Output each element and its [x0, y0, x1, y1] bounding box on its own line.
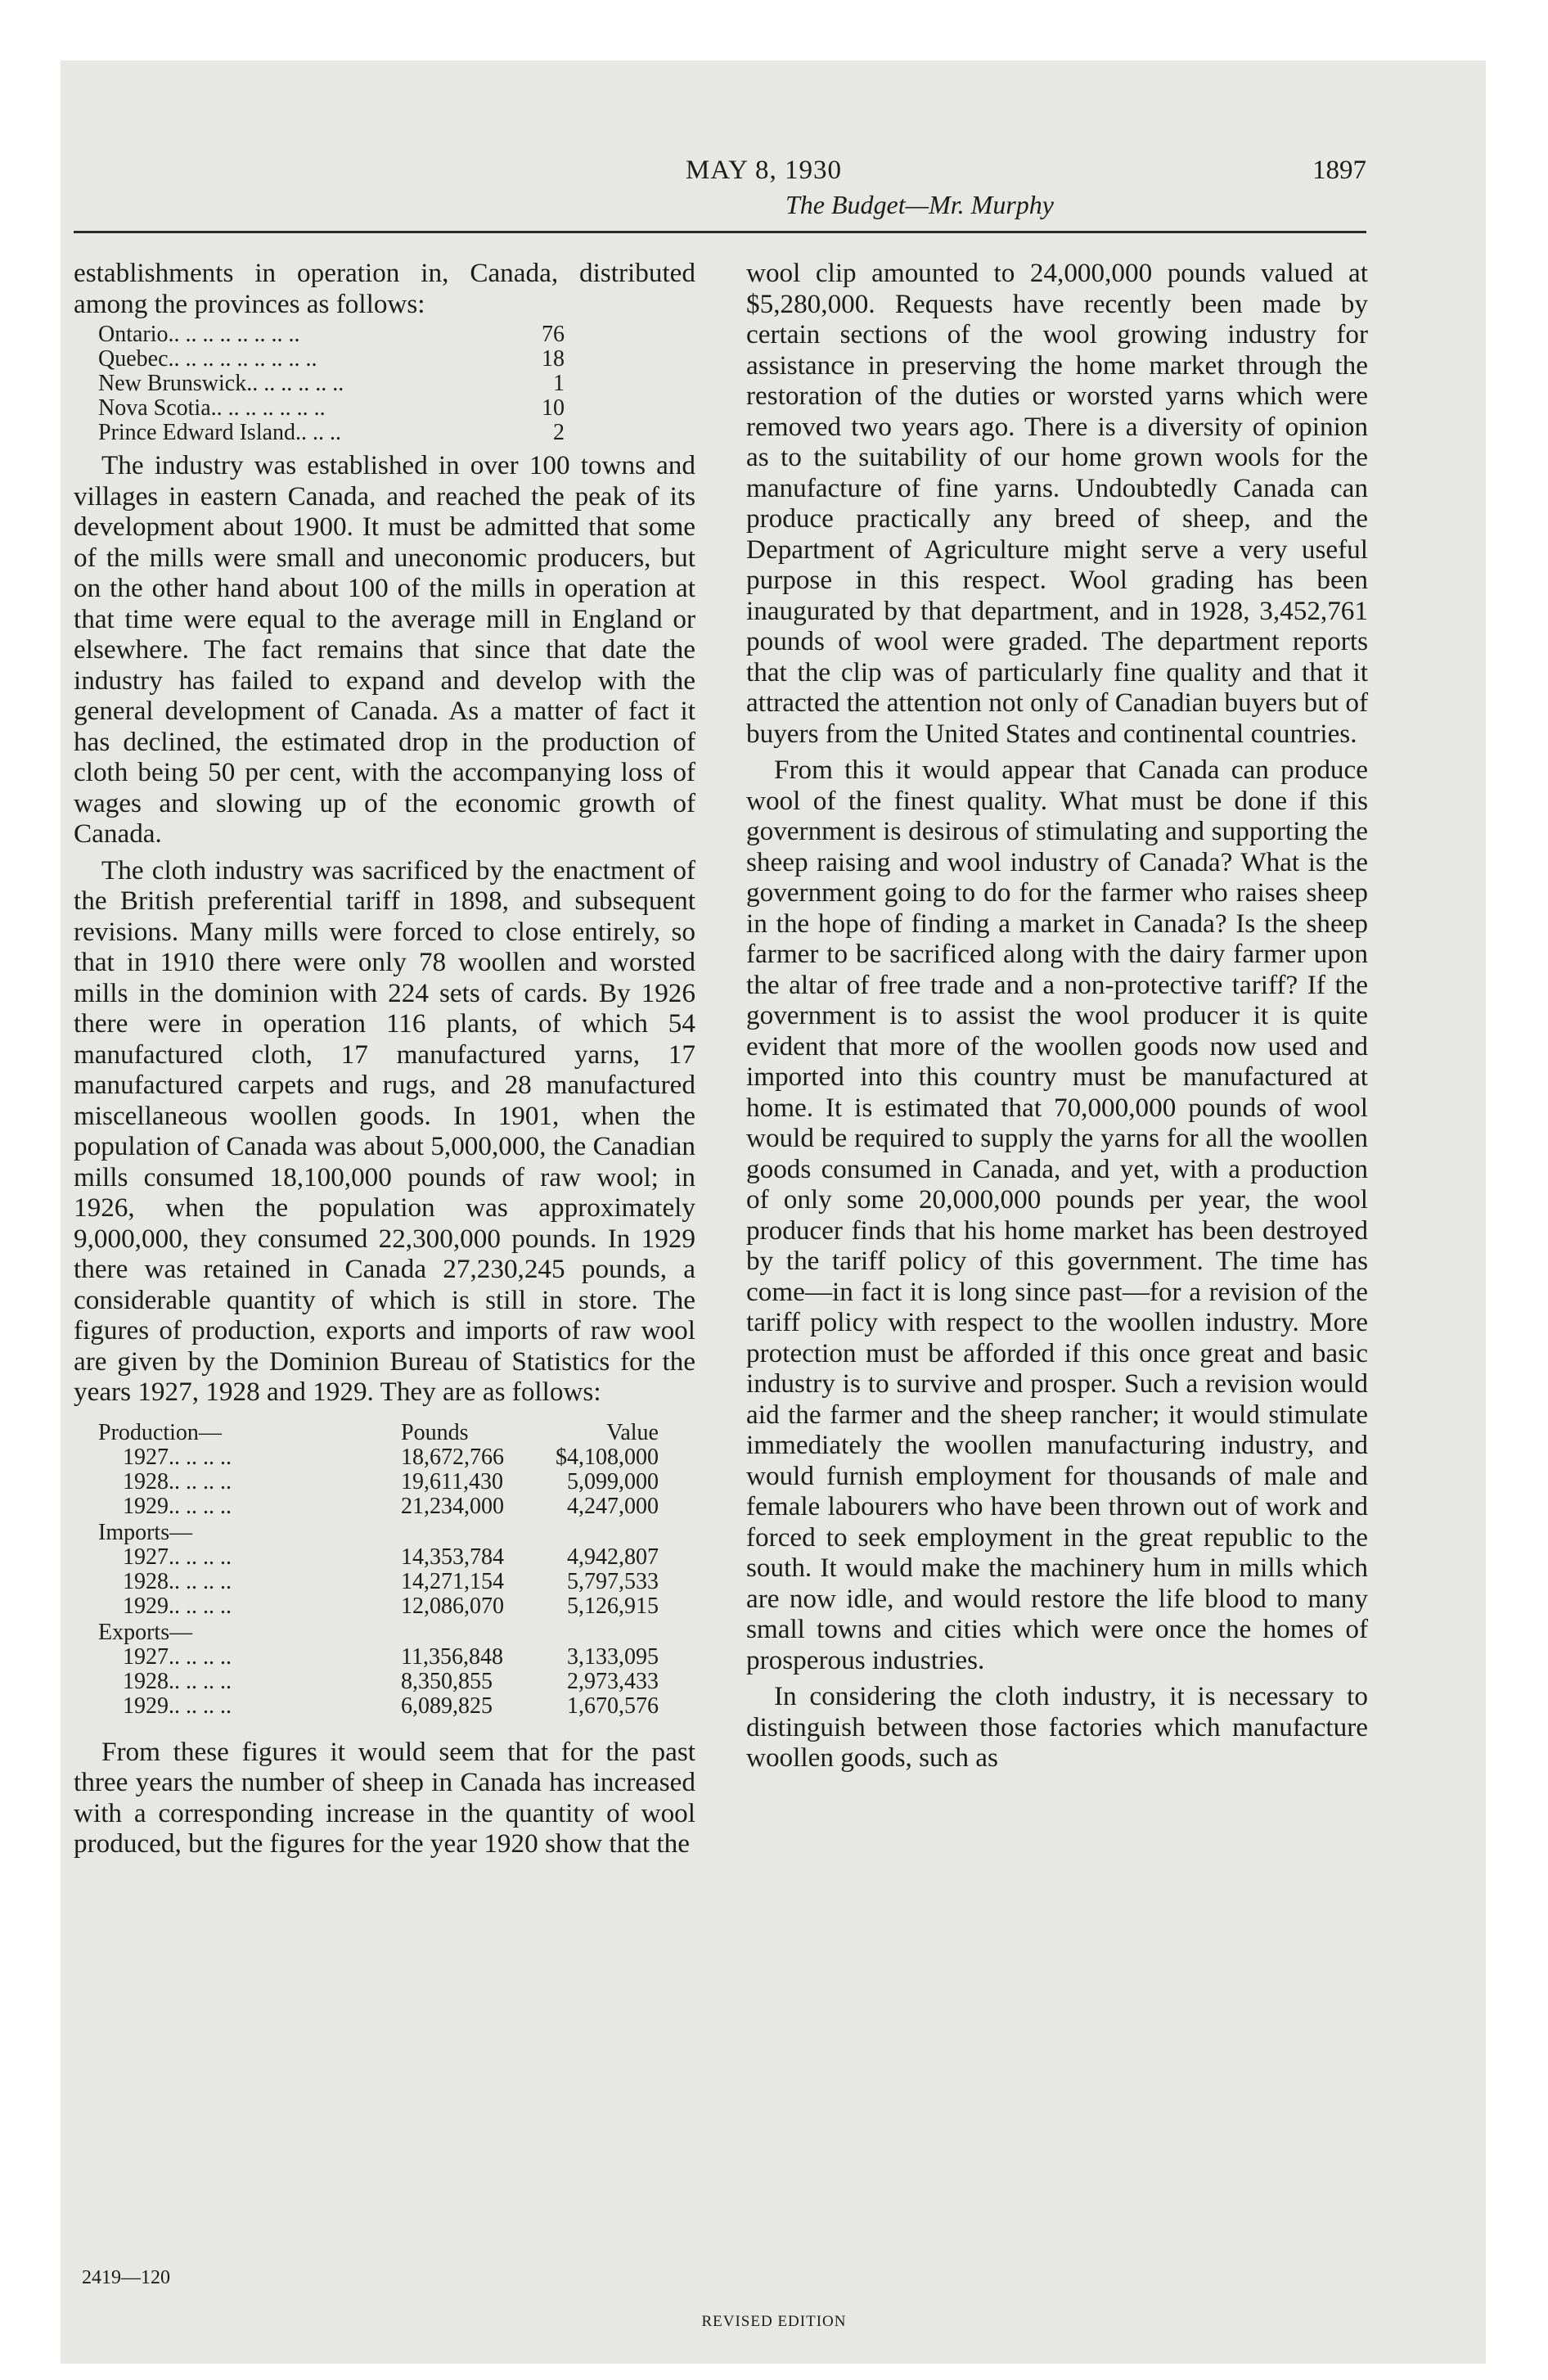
list-item — [98, 347, 565, 372]
column-header-pounds: Pounds — [401, 1419, 469, 1445]
pounds-cell: 21,234,000 — [401, 1493, 504, 1519]
year-cell: 1928.. .. .. .. — [123, 1668, 232, 1694]
value-cell: 4,942,807 — [567, 1544, 659, 1570]
header-rule — [74, 231, 1366, 233]
table-row — [98, 1645, 659, 1670]
list-item — [98, 396, 565, 421]
wool-statistics-table — [98, 1421, 659, 1719]
pounds-cell: 8,350,855 — [401, 1668, 493, 1694]
pounds-cell: 6,089,825 — [401, 1693, 493, 1719]
table-header-row — [98, 1421, 659, 1445]
year-cell: 1929.. .. .. .. — [123, 1493, 232, 1519]
pounds-cell: 12,086,070 — [401, 1593, 504, 1619]
page-number: 1897 — [1312, 156, 1366, 185]
running-title: The Budget—Mr. Murphy — [785, 190, 1054, 219]
body-paragraph: The cloth industry was sacrificed by the enactment of the British preferential tariff in 1898, and subsequent revisions. Many mills were forced to close entirely, so that in 1910 there were only 78 woollen and worsted mills in the dominion with 224 sets of cards. By 1926 there were in operation 116 plants, of which 54 manufactured cloth, 17 manufactured yarns, 17 manufactured carpets and rugs, and 28 manufactured miscellaneous woollen goods. In 1901, when the population of Canada was about 5,000,000, the Canadian mills consumed 18,100,000 pounds of raw wool; in 1926, when the population was approximately 9,000,000, they consumed 22,300,000 pounds. In 1929 there was retained in Canada 27,230,245 pounds, a considerable quantity of which is still in store. The figures of production, exports and imports of raw wool are given by the Dominion Bureau of Statistics for the years 1927, 1928 and 1929. They are as follows: — [74, 854, 695, 1407]
year-cell: 1928.. .. .. .. — [123, 1568, 232, 1594]
pounds-cell: 11,356,848 — [401, 1643, 503, 1670]
province-count: 2 — [553, 420, 565, 445]
intro-paragraph: establishments in operation in, Canada, distributed among the provinces as follows: — [74, 258, 695, 319]
body-paragraph: From these figures it would seem that for the past three years the number of sheep in Canada has increased with a corresponding increase in the quantity of wool produced, but the figures for the year 1920 show that the — [74, 1736, 695, 1859]
value-cell: 1,670,576 — [567, 1693, 659, 1719]
list-item — [98, 421, 565, 445]
province-name: New Brunswick.. .. .. .. .. .. — [98, 371, 344, 396]
year-cell: 1927.. .. .. .. — [123, 1544, 232, 1570]
list-item — [98, 372, 565, 396]
province-name: Prince Edward Island.. .. .. — [98, 420, 342, 445]
right-column — [746, 258, 1368, 1774]
table-row — [98, 1670, 659, 1694]
province-count: 1 — [553, 371, 565, 396]
table-row — [98, 1494, 659, 1519]
year-cell: 1927.. .. .. .. — [123, 1444, 232, 1470]
value-cell: 2,973,433 — [567, 1668, 659, 1694]
province-name: Ontario.. .. .. .. .. .. .. .. — [98, 322, 300, 347]
province-name: Quebec.. .. .. .. .. .. .. .. .. — [98, 346, 317, 372]
column-header-value: Value — [606, 1419, 659, 1445]
section-label: Exports— — [98, 1619, 193, 1645]
province-count: 76 — [542, 322, 565, 347]
value-cell: $4,108,000 — [556, 1444, 659, 1470]
value-cell: 3,133,095 — [567, 1643, 659, 1670]
year-cell: 1929.. .. .. .. — [123, 1693, 232, 1719]
header-date: MAY 8, 1930 — [686, 156, 843, 185]
body-paragraph: In considering the cloth industry, it is necessary to distinguish between those factories which manufacture woollen goods, such as — [746, 1681, 1368, 1773]
value-cell: 4,247,000 — [567, 1493, 659, 1519]
body-paragraph: The industry was established in over 100 towns and villages in eastern Canada, and reached the peak of its development about 1900. It must be admitted that some of the mills were small and uneconomic producers, but on the other hand about 100 of the mills in operation at that time were equal to the average mill in England or elsewhere. The fact remains that since that date the industry has failed to expand and develop with the general development of Canada. As a matter of fact it has declined, the estimated drop in the production of cloth being 50 per cent, with the accompanying loss of wages and slowing up of the economic growth of Canada. — [74, 450, 695, 849]
print-code: 2419—120 — [82, 2267, 170, 2288]
list-item — [98, 322, 565, 347]
pounds-cell: 19,611,430 — [401, 1468, 503, 1494]
year-cell: 1929.. .. .. .. — [123, 1593, 232, 1619]
province-count: 10 — [542, 395, 565, 421]
body-paragraph: wool clip amounted to 24,000,000 pounds valued at $5,280,000. Requests have recently been made by certain sections of the wool growing industry for assistance in preserving the home market through the restoration of the duties or worsted yarns which were removed two years ago. There is a diversity of opinion as to the suitability of our home grown wools for the manufacture of fine yarns. Undoubtedly Canada can produce practically any breed of sheep, and the Department of Agriculture might serve a very useful purpose in this respect. Wool grading has been inaugurated by that department, and in 1928, 3,452,761 pounds of wool were graded. The department reports that the clip was of particularly fine quality and that it attracted the attention not only of Canadian buyers but of buyers from the United States and continental countries. — [746, 258, 1368, 749]
pounds-cell: 18,672,766 — [401, 1444, 504, 1470]
table-section-row — [98, 1519, 659, 1545]
pounds-cell: 14,353,784 — [401, 1544, 504, 1570]
year-cell: 1927.. .. .. .. — [123, 1643, 232, 1670]
table-row — [98, 1694, 659, 1719]
table-row — [98, 1445, 659, 1470]
section-label: Production— — [98, 1419, 222, 1445]
table-row — [98, 1570, 659, 1594]
value-cell: 5,126,915 — [567, 1593, 659, 1619]
table-row — [98, 1594, 659, 1619]
year-cell: 1928.. .. .. .. — [123, 1468, 232, 1494]
value-cell: 5,099,000 — [567, 1468, 659, 1494]
province-count: 18 — [542, 346, 565, 372]
left-column — [74, 258, 695, 1859]
edition-label: REVISED EDITION — [701, 2313, 847, 2330]
pounds-cell: 14,271,154 — [401, 1568, 504, 1594]
province-list — [98, 322, 565, 445]
table-section-row — [98, 1619, 659, 1645]
body-paragraph: From this it would appear that Canada can produce wool of the finest quality. What must be done if this government is desirous of stimulating and supporting the sheep raising and wool industry of Canada? What is the government going to do for the farmer who raises sheep in the hope of finding a market in Canada? Is the sheep farmer to be sacrificed along with the dairy farmer upon the altar of free trade and a non-protective tariff? If the government is to assist the wool producer it is quite evident that more of the woollen goods now used and imported into this country must be manufactured at home. It is estimated that 70,000,000 pounds of wool would be required to supply the yarns for all the woollen goods consumed in Canada, and yet, with a production of only some 20,000,000 pounds per year, the wool producer finds that his home market has been destroyed by the tariff policy of this government. The time has come—in fact it is long since past—for a revision of the tariff policy with respect to the woollen industry. More protection must be afforded if this once great and basic industry is to survive and prosper. Such a revision would aid the farmer and the sheep rancher; it would stimulate immediately the woollen manufacturing industry, and would furnish employment for thousands of male and female labourers who have been thrown out of work and forced to seek employment in the great republic to the south. It would make the machinery hum in mills which are now idle, and would restore the life blood to many small towns and cities which were once the homes of prosperous industries. — [746, 755, 1368, 1675]
province-name: Nova Scotia.. .. .. .. .. .. .. — [98, 395, 326, 421]
section-label: Imports— — [98, 1519, 193, 1545]
table-row — [98, 1545, 659, 1570]
table-row — [98, 1470, 659, 1494]
value-cell: 5,797,533 — [567, 1568, 659, 1594]
